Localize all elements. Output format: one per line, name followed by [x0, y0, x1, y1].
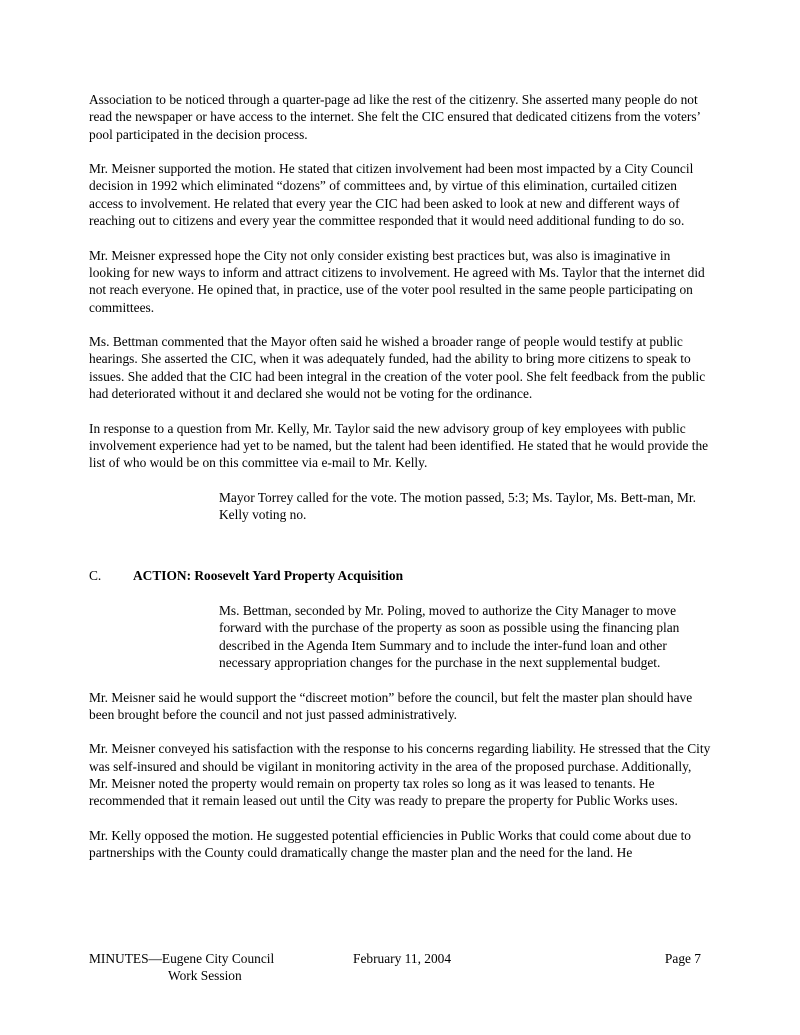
- paragraph: Mr. Meisner supported the motion. He stated that citizen involvement had been most impacted by a City Council decision in 1992 which eliminated “dozens” of committees and, by virtue of this elimination, curtailed citizen access to involvement. He related that every year the CIC had been asked to look at new and different ways of reaching out to citizens and every year the committee responded that it would need additional funding to do so.: [89, 161, 694, 229]
- vote-motion: Mayor Torrey called for the vote. The motion passed, 5:3; Ms. Taylor, Ms. Bett-man, Mr. Kelly voting no.: [219, 489, 696, 523]
- section-motion: Ms. Bettman, seconded by Mr. Poling, moved to authorize the City Manager to move forward with the purchase of the property as soon as possible using the financing plan described in the Agenda Item Summary and to include the inter-fund loan and other necessary appropriation changes for the purchase in the next supplemental budget.: [219, 603, 680, 670]
- footer-title: [89, 950, 274, 985]
- section-letter: C.: [89, 568, 102, 584]
- document-body: [89, 91, 713, 879]
- section-heading: [89, 567, 713, 584]
- section-title: ACTION: Roosevelt Yard Property Acquisition: [133, 568, 404, 584]
- footer-page-number: Page 7: [664, 951, 701, 966]
- paragraph: In response to a question from Mr. Kelly, Mr. Taylor said the new advisory group of key employees with public involvement experience had yet to be named, but the talent had been identified. He stated that he would provide the list of who would be on this committee via e-mail to Mr. Kelly.: [89, 420, 709, 471]
- paragraph: Mr. Meisner conveyed his satisfaction with the response to his concerns regarding liability. He stressed that the City was self-insured and should be vigilant in monitoring activity in the area of the proposed purchase. Additionally, Mr. Meisner noted the property would remain on property tax roles so long as it was leased to tenants. He recommended that it remain leased out until the City was ready to prepare the property for Public Works uses.: [89, 741, 711, 809]
- paragraph: Association to be noticed through a quarter-page ad like the rest of the citizenry. She asserted many people do not read the newspaper or have access to the internet. She felt the CIC ensured that dedicated citizens from the voters’ pool participated in the decision process.: [89, 92, 701, 142]
- footer-title-line1: MINUTES—Eugene City Council: [89, 951, 275, 966]
- paragraph: Ms. Bettman commented that the Mayor often said he wished a broader range of people would testify at public hearings. She asserted the CIC, when it was adequately funded, had the ability to bring more citizens to speak to issues. She added that the CIC had been integral in the creation of the voter pool. She felt feedback from the public had deteriorated without it and declared she would not be voting for the ordinance.: [89, 334, 706, 402]
- footer-date: February 11, 2004: [353, 951, 452, 966]
- page-footer: [89, 950, 713, 990]
- footer-title-line2: Work Session: [168, 968, 242, 984]
- paragraph: Mr. Kelly opposed the motion. He suggested potential efficiencies in Public Works that could come about due to partnerships with the County could dramatically change the master plan and the need for the land. He: [89, 827, 692, 861]
- paragraph: Mr. Meisner expressed hope the City not only consider existing best practices but, was also is imaginative in looking for new ways to inform and attract citizens to involvement. He agreed with Ms. Taylor that the internet did not reach everyone. He opined that, in practice, use of the voter pool resulted in the same people participating on committees.: [89, 247, 705, 315]
- paragraph: Mr. Meisner said he would support the “discreet motion” before the council, but felt the master plan should have been brought before the council and not just passed administratively.: [89, 689, 693, 722]
